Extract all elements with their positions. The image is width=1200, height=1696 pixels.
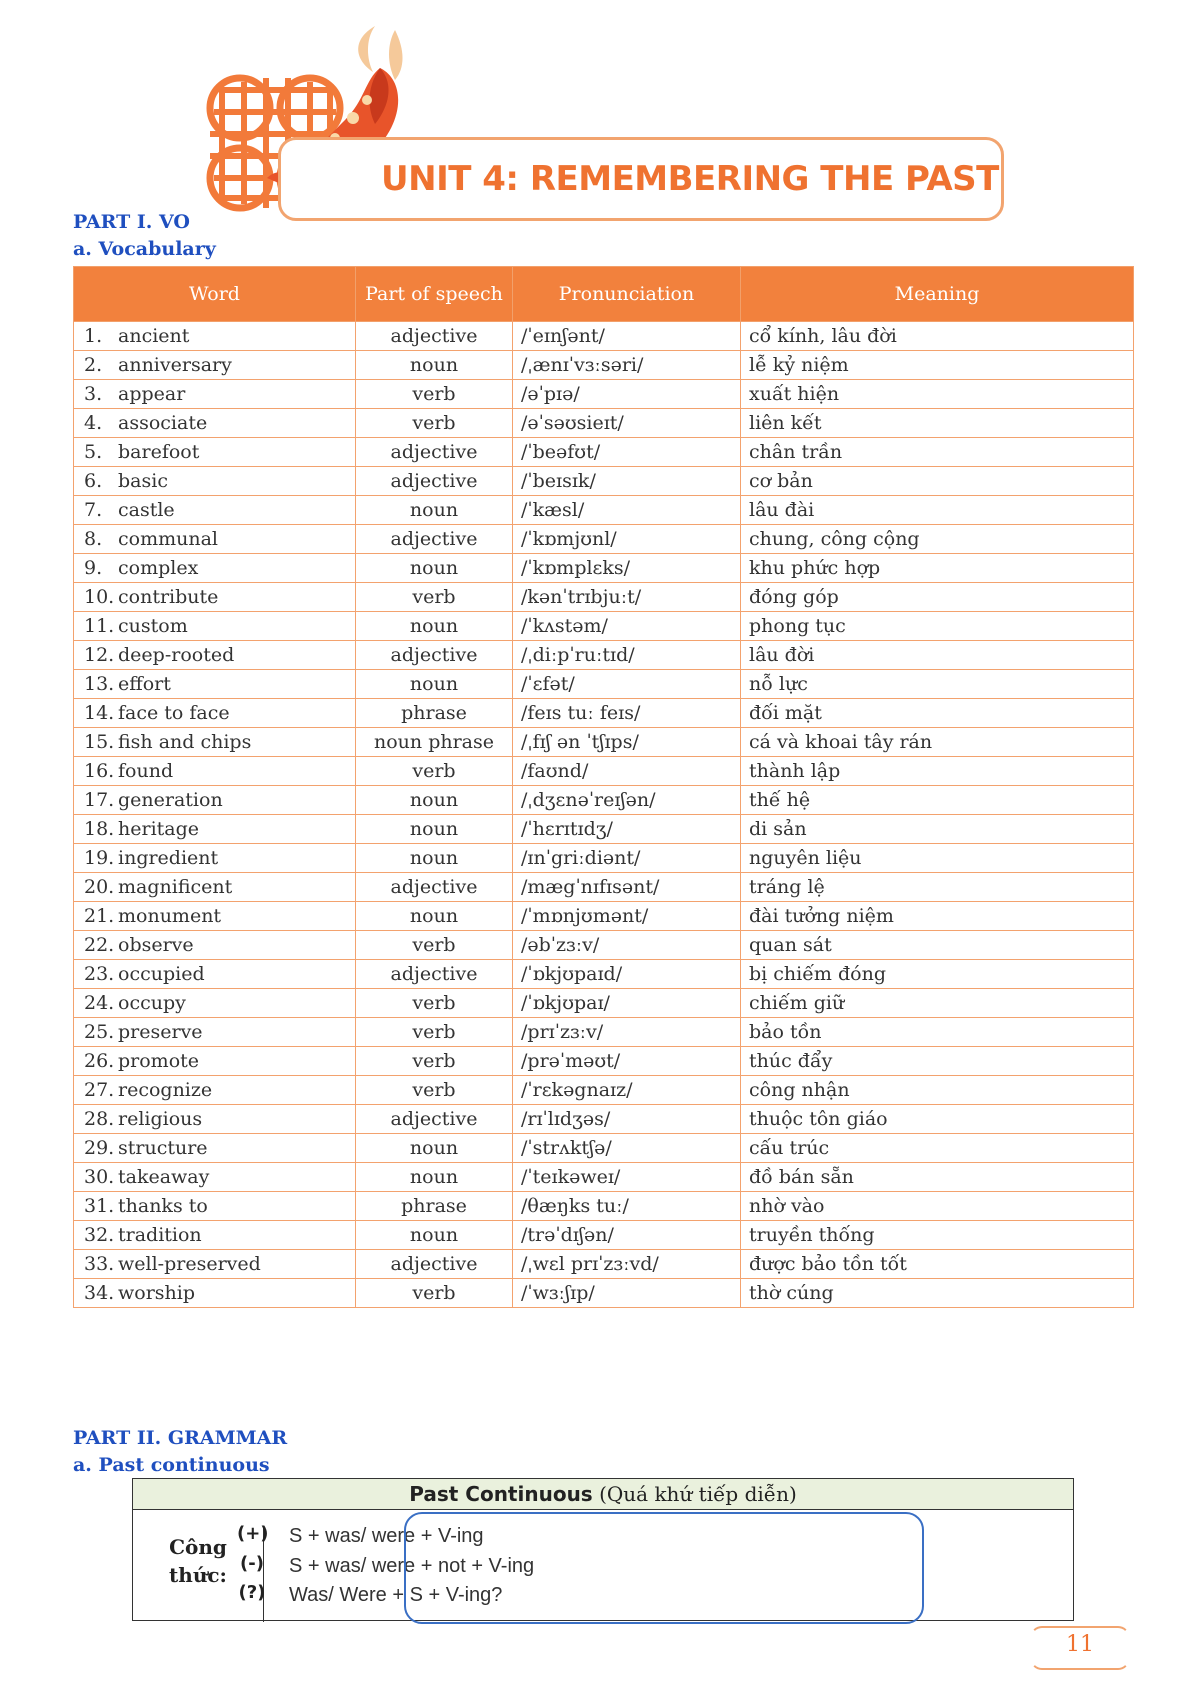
vocab-meaning: nỗ lực (741, 670, 1134, 699)
vocab-word: contribute (118, 586, 219, 608)
vocab-word: custom (118, 615, 188, 637)
vocab-row (74, 960, 1134, 989)
vocab-word: occupied (118, 963, 205, 985)
vocab-word-cell (74, 902, 356, 931)
vocab-word-cell (74, 496, 356, 525)
vocab-word: associate (118, 412, 208, 434)
vocab-word-cell (74, 554, 356, 583)
vocab-meaning: bảo tồn (741, 1018, 1134, 1047)
vocab-row (74, 1047, 1134, 1076)
vocab-row (74, 467, 1134, 496)
vocab-part-of-speech: noun (356, 554, 513, 583)
vocab-word-cell (74, 960, 356, 989)
vocab-word: promote (118, 1050, 200, 1072)
vocab-meaning: lâu đời (741, 641, 1134, 670)
vocab-pronunciation: /ˈteɪkəweɪ/ (513, 1163, 741, 1192)
vocab-meaning: được bảo tồn tốt (741, 1250, 1134, 1279)
vocab-word-cell (74, 1047, 356, 1076)
vocab-pronunciation: /ˈbeɪsɪk/ (513, 467, 741, 496)
vocab-meaning: di sản (741, 815, 1134, 844)
vocab-row (74, 699, 1134, 728)
positive-formula: S + was/ were + V-ing (289, 1525, 484, 1547)
vocab-word-cell (74, 786, 356, 815)
vocab-pronunciation: /əˈpɪə/ (513, 380, 741, 409)
vocab-number: 4. (84, 412, 103, 434)
vocab-part-of-speech: noun (356, 1134, 513, 1163)
vocab-part-of-speech: noun (356, 815, 513, 844)
vocab-pronunciation: /ˌænɪˈvɜːsəri/ (513, 351, 741, 380)
vocab-pronunciation: /ˌdiːpˈruːtɪd/ (513, 641, 741, 670)
vocab-meaning: tráng lệ (741, 873, 1134, 902)
vocab-part-of-speech: verb (356, 583, 513, 612)
vocab-number: 14. (84, 702, 115, 724)
vocab-word: fish and chips (118, 731, 252, 753)
vocab-meaning: đóng góp (741, 583, 1134, 612)
vocab-row (74, 670, 1134, 699)
vocab-row (74, 931, 1134, 960)
vocab-meaning: xuất hiện (741, 380, 1134, 409)
vocab-meaning: phong tục (741, 612, 1134, 641)
vocab-pronunciation: /faʊnd/ (513, 757, 741, 786)
question-formula: Was/ Were + S + V-ing? (289, 1584, 503, 1606)
vocab-row (74, 1105, 1134, 1134)
unit-header (200, 20, 1020, 230)
vocab-meaning: công nhận (741, 1076, 1134, 1105)
vocab-word-cell (74, 467, 356, 496)
vocab-pronunciation: /ɪnˈgriːdiənt/ (513, 844, 741, 873)
vocab-pronunciation: /ˈhɛrɪtɪdʒ/ (513, 815, 741, 844)
vocab-meaning: cá và khoai tây rán (741, 728, 1134, 757)
vocab-number: 32. (84, 1224, 115, 1246)
vocab-word: well-preserved (118, 1253, 261, 1275)
header-pronunciation: Pronunciation (513, 267, 741, 322)
vocab-number: 24. (84, 992, 115, 1014)
vocab-pronunciation: /kənˈtrɪbjuːt/ (513, 583, 741, 612)
vocab-row (74, 844, 1134, 873)
vocab-word-cell (74, 1192, 356, 1221)
vocab-word-cell (74, 873, 356, 902)
vocab-number: 21. (84, 905, 115, 927)
vocab-part-of-speech: verb (356, 989, 513, 1018)
title-banner (278, 137, 1004, 221)
vocab-number: 13. (84, 673, 115, 695)
vocab-word-cell (74, 380, 356, 409)
vocab-word-cell (74, 525, 356, 554)
vocab-number: 15. (84, 731, 115, 753)
vocab-number: 8. (84, 528, 103, 550)
vocab-row (74, 438, 1134, 467)
vocab-meaning: bị chiếm đóng (741, 960, 1134, 989)
vocab-row (74, 641, 1134, 670)
vocab-pronunciation: /ˈkæsl/ (513, 496, 741, 525)
highlight-annotation-box (404, 1512, 924, 1624)
header-word: Word (74, 267, 356, 322)
vocab-part-of-speech: noun (356, 902, 513, 931)
vocab-row (74, 815, 1134, 844)
vocab-pronunciation: /prɪˈzɜːv/ (513, 1018, 741, 1047)
vocab-meaning: truyền thống (741, 1221, 1134, 1250)
vocab-word: structure (118, 1137, 208, 1159)
vocab-number: 12. (84, 644, 115, 666)
vocab-word: religious (118, 1108, 203, 1130)
vocab-word-cell (74, 1279, 356, 1308)
vocab-meaning: thành lập (741, 757, 1134, 786)
vocab-part-of-speech: adjective (356, 1250, 513, 1279)
vocab-word: ancient (118, 325, 190, 347)
vocab-part-of-speech: verb (356, 931, 513, 960)
vocab-word-cell (74, 815, 356, 844)
question-sign: (?) (238, 1582, 266, 1603)
negative-formula: S + was/ were + not + V-ing (289, 1555, 535, 1577)
vocab-word-cell (74, 699, 356, 728)
vocab-pronunciation: /ˈmɒnjʊmənt/ (513, 902, 741, 931)
vocab-word-cell (74, 757, 356, 786)
vocab-pronunciation: /ˌwɛl prɪˈzɜːvd/ (513, 1250, 741, 1279)
vocab-number: 1. (84, 325, 103, 347)
vocab-meaning: thế hệ (741, 786, 1134, 815)
vocab-part-of-speech: noun (356, 670, 513, 699)
vocab-meaning: cơ bản (741, 467, 1134, 496)
vocab-word-cell (74, 641, 356, 670)
vocab-number: 26. (84, 1050, 115, 1072)
vocab-word-cell (74, 670, 356, 699)
grammar-header-bold: Past Continuous (409, 1482, 593, 1506)
vocab-number: 3. (84, 383, 103, 405)
vocab-row (74, 1279, 1134, 1308)
vocab-word-cell (74, 728, 356, 757)
vocab-number: 11. (84, 615, 115, 637)
vocab-part-of-speech: verb (356, 1018, 513, 1047)
vocab-word: recognize (118, 1079, 213, 1101)
vocab-row (74, 409, 1134, 438)
vocab-word: worship (118, 1282, 196, 1304)
vocab-pronunciation: /feɪs tuː feɪs/ (513, 699, 741, 728)
vocab-word-cell (74, 1018, 356, 1047)
vocab-meaning: thờ cúng (741, 1279, 1134, 1308)
vocab-pronunciation: /ˈrɛkəgnaɪz/ (513, 1076, 741, 1105)
vocab-part-of-speech: phrase (356, 1192, 513, 1221)
vocab-number: 6. (84, 470, 103, 492)
vocab-meaning: thúc đẩy (741, 1047, 1134, 1076)
vocab-part-of-speech: noun (356, 1163, 513, 1192)
vocab-part-of-speech: noun (356, 496, 513, 525)
vocab-meaning: nhờ vào (741, 1192, 1134, 1221)
vocab-pronunciation: /ˈɒkjʊpaɪd/ (513, 960, 741, 989)
vocab-part-of-speech: adjective (356, 873, 513, 902)
positive-sign: (+) (237, 1523, 269, 1544)
vocab-part-of-speech: verb (356, 380, 513, 409)
vocab-pronunciation: /ˌfɪʃ ən ˈtʃɪps/ (513, 728, 741, 757)
vocab-row (74, 1250, 1134, 1279)
vocab-word: tradition (118, 1224, 202, 1246)
vocab-number: 5. (84, 441, 103, 463)
vocab-row (74, 786, 1134, 815)
vocab-pronunciation: /ˈwɜːʃɪp/ (513, 1279, 741, 1308)
vocab-pronunciation: /ˈkɒmplɛks/ (513, 554, 741, 583)
vocab-word: appear (118, 383, 186, 405)
vocab-row (74, 757, 1134, 786)
vocab-row (74, 873, 1134, 902)
vocab-word-cell (74, 612, 356, 641)
vocab-row (74, 322, 1134, 351)
vocab-pronunciation: /prəˈməʊt/ (513, 1047, 741, 1076)
vocab-number: 10. (84, 586, 115, 608)
vocab-pronunciation: /ˈkʌstəm/ (513, 612, 741, 641)
vocab-part-of-speech: noun (356, 844, 513, 873)
vocab-word: effort (118, 673, 171, 695)
vocab-word: communal (118, 528, 218, 550)
vocab-meaning: lễ kỷ niệm (741, 351, 1134, 380)
vocab-word: generation (118, 789, 223, 811)
vocab-number: 34. (84, 1282, 115, 1304)
vocab-row (74, 525, 1134, 554)
vocab-meaning: khu phức hợp (741, 554, 1134, 583)
vocab-number: 30. (84, 1166, 115, 1188)
vocab-row (74, 728, 1134, 757)
vocab-part-of-speech: adjective (356, 525, 513, 554)
vocab-meaning: chung, công cộng (741, 525, 1134, 554)
vocabulary-table (73, 266, 1134, 1308)
vocab-pronunciation: /ˌdʒɛnəˈreɪʃən/ (513, 786, 741, 815)
unit-title: UNIT 4: REMEMBERING THE PAST (381, 159, 999, 199)
negative-sign: (-) (240, 1553, 264, 1574)
vocab-word: ingredient (118, 847, 219, 869)
vocab-pronunciation: /rɪˈlɪdʒəs/ (513, 1105, 741, 1134)
vocab-pronunciation: /əbˈzɜːv/ (513, 931, 741, 960)
vocab-number: 7. (84, 499, 103, 521)
vocab-part-of-speech: verb (356, 1047, 513, 1076)
vocab-word-cell (74, 409, 356, 438)
vocab-word-cell (74, 1221, 356, 1250)
vocab-row (74, 583, 1134, 612)
vocab-word: occupy (118, 992, 186, 1014)
vocab-word-cell (74, 931, 356, 960)
vocab-word-cell (74, 438, 356, 467)
vocab-word-cell (74, 1250, 356, 1279)
part1-title: PART I. VO (73, 211, 190, 233)
vocab-number: 23. (84, 963, 115, 985)
part1-subtitle: a. Vocabulary (73, 238, 216, 260)
vocab-part-of-speech: noun (356, 1221, 513, 1250)
vocab-meaning: liên kết (741, 409, 1134, 438)
vocab-pronunciation: /θæŋks tuː/ (513, 1192, 741, 1221)
vocab-part-of-speech: verb (356, 409, 513, 438)
vocab-word: heritage (118, 818, 200, 840)
grammar-table-header (133, 1479, 1073, 1510)
vocab-word-cell (74, 1163, 356, 1192)
vocab-word-cell (74, 351, 356, 380)
vocab-row (74, 902, 1134, 931)
vocab-meaning: đồ bán sẵn (741, 1163, 1134, 1192)
vocab-part-of-speech: noun (356, 351, 513, 380)
formula-label-line2: thức: (169, 1563, 227, 1587)
vocab-part-of-speech: noun (356, 612, 513, 641)
vocab-meaning: lâu đài (741, 496, 1134, 525)
vocab-number: 27. (84, 1079, 115, 1101)
vocab-part-of-speech: verb (356, 1279, 513, 1308)
vocab-pronunciation: /ˈstrʌktʃə/ (513, 1134, 741, 1163)
vocab-part-of-speech: adjective (356, 438, 513, 467)
vocab-number: 28. (84, 1108, 115, 1130)
vocab-pronunciation: /ˈbeəfʊt/ (513, 438, 741, 467)
vocab-pronunciation: /ˈkɒmjʊnl/ (513, 525, 741, 554)
grammar-header-rest: (Quá khứ tiếp diễn) (592, 1482, 797, 1506)
vocab-word: monument (118, 905, 222, 927)
vocab-meaning: cấu trúc (741, 1134, 1134, 1163)
vocab-word-cell (74, 1105, 356, 1134)
vocab-number: 25. (84, 1021, 115, 1043)
vocab-word: preserve (118, 1021, 203, 1043)
vocab-meaning: thuộc tôn giáo (741, 1105, 1134, 1134)
vocab-number: 17. (84, 789, 115, 811)
vocab-number: 18. (84, 818, 115, 840)
vocab-part-of-speech: adjective (356, 641, 513, 670)
vocab-number: 33. (84, 1253, 115, 1275)
vocab-word-cell (74, 322, 356, 351)
vocab-number: 9. (84, 557, 103, 579)
vocab-word: basic (118, 470, 168, 492)
vocab-meaning: chân trần (741, 438, 1134, 467)
vocab-pronunciation: /mægˈnɪfɪsənt/ (513, 873, 741, 902)
page-number-badge (1030, 1626, 1130, 1670)
vocab-part-of-speech: noun (356, 786, 513, 815)
vocab-row (74, 1192, 1134, 1221)
vocab-word: deep-rooted (118, 644, 235, 666)
header-part-of-speech: Part of speech (356, 267, 513, 322)
vocab-part-of-speech: adjective (356, 467, 513, 496)
vocab-row (74, 554, 1134, 583)
vocab-pronunciation: /trəˈdɪʃən/ (513, 1221, 741, 1250)
vocab-pronunciation: /ˈɛfət/ (513, 670, 741, 699)
vocab-pronunciation: /ˈɒkjʊpaɪ/ (513, 989, 741, 1018)
vocab-word: face to face (118, 702, 230, 724)
vocab-word: magnificent (118, 876, 233, 898)
vocab-meaning: đối mặt (741, 699, 1134, 728)
vocab-pronunciation: /əˈsəʊsieɪt/ (513, 409, 741, 438)
vocab-meaning: nguyên liệu (741, 844, 1134, 873)
vocab-word-cell (74, 1076, 356, 1105)
vocab-meaning: chiếm giữ (741, 989, 1134, 1018)
vocab-row (74, 1018, 1134, 1047)
vocab-word: castle (118, 499, 175, 521)
vocab-row (74, 612, 1134, 641)
vocab-part-of-speech: adjective (356, 960, 513, 989)
vocab-word-cell (74, 1134, 356, 1163)
vocab-word-cell (74, 844, 356, 873)
vocab-word: found (118, 760, 174, 782)
vocab-word: barefoot (118, 441, 200, 463)
vocab-pronunciation: /ˈeɪnʃənt/ (513, 322, 741, 351)
vocab-row (74, 496, 1134, 525)
vocab-number: 20. (84, 876, 115, 898)
vocab-part-of-speech: adjective (356, 322, 513, 351)
vocab-number: 16. (84, 760, 115, 782)
vocab-number: 22. (84, 934, 115, 956)
vocab-row (74, 1134, 1134, 1163)
vocab-part-of-speech: adjective (356, 1105, 513, 1134)
vocab-number: 31. (84, 1195, 115, 1217)
vocab-word: anniversary (118, 354, 232, 376)
vocab-number: 29. (84, 1137, 115, 1159)
part2-subtitle: a. Past continuous (73, 1454, 270, 1476)
vocab-word: observe (118, 934, 194, 956)
header-meaning: Meaning (741, 267, 1134, 322)
vocab-row (74, 380, 1134, 409)
vocab-word: takeaway (118, 1166, 210, 1188)
page-number: 11 (1066, 1632, 1094, 1657)
vocab-header-row (74, 267, 1134, 322)
vocab-word: thanks to (118, 1195, 208, 1217)
vocab-part-of-speech: verb (356, 1076, 513, 1105)
vocab-number: 19. (84, 847, 115, 869)
vocab-number: 2. (84, 354, 103, 376)
vocab-row (74, 1221, 1134, 1250)
vocab-row (74, 1163, 1134, 1192)
vocab-row (74, 1076, 1134, 1105)
vocab-word-cell (74, 989, 356, 1018)
vocab-row (74, 351, 1134, 380)
vocab-word: complex (118, 557, 199, 579)
vocab-meaning: quan sát (741, 931, 1134, 960)
part2-title: PART II. GRAMMAR (73, 1427, 288, 1449)
formula-label-line1: Công (169, 1535, 227, 1559)
vocab-word-cell (74, 583, 356, 612)
vocab-part-of-speech: verb (356, 757, 513, 786)
vocab-row (74, 989, 1134, 1018)
vocab-part-of-speech: phrase (356, 699, 513, 728)
vocab-meaning: đài tưởng niệm (741, 902, 1134, 931)
formula-label (167, 1533, 229, 1589)
vocab-part-of-speech: noun phrase (356, 728, 513, 757)
vocab-meaning: cổ kính, lâu đời (741, 322, 1134, 351)
